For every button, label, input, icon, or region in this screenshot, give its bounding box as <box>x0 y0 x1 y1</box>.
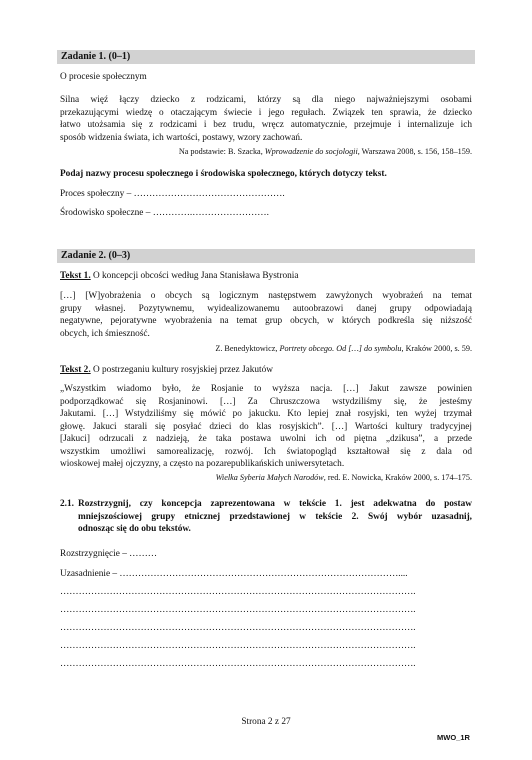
text2-heading: Tekst 2. O postrzeganiu kultury rosyjskiej przez Jakutów <box>60 365 273 375</box>
task1-title: O procesie społecznym <box>60 72 147 82</box>
text1-line-1: […] [W]yobrażenia o obcych są logicznym następstwem zawyżonych wyobrażeń na temat <box>60 291 472 301</box>
answer-line-2: ……………………………………………………………………………………………………. <box>60 605 416 615</box>
q21-justification: Uzasadnienie – ……………………………………………………………………………….... <box>60 569 408 579</box>
q21-line-2: mniejszościowej grupy etnicznej przedstawionej w tekście 2. Swój wybór uzasadnij, <box>78 511 472 522</box>
text1-line-3: negatywne, pejoratywne wyobrażenia na temat grup obcych, w których podkreśla się niższość <box>60 316 472 326</box>
task1-para-line-3: łatwo utożsamia się z rodzicami i bez trudu, wręcz automatycznie, przejmuje i internalizuje ich <box>60 120 472 130</box>
task1-para-line-1: Silna więź łączy dziecko z rodzicami, którzy są dla niego najważniejszymi osobami <box>60 95 472 105</box>
text2-line-6: wszystkim umożliwi samorealizację, rozwój. Ich światopogląd kształtował się z dala od <box>60 446 472 457</box>
text1-heading: Tekst 1. O koncepcji obcości według Jana Stanisława Bystronia <box>60 271 299 281</box>
text2-line-2: podporządkować się Rosjaninowi. […] Za Chruszczowa wstydziliśmy się, że jesteśmy <box>60 396 472 407</box>
task1-question: Podaj nazwy procesu społecznego i środowiska społecznego, których dotyczy tekst. <box>60 169 387 179</box>
q21-line-1: Rozstrzygnij, czy koncepcja zaprezentowana w tekście 1. jest adekwatna do postaw <box>78 499 472 509</box>
page-number: Strona 2 z 27 <box>241 717 291 727</box>
text1-line-2: grupy własnej. Pozytywnemu, wyidealizowanemu autoobrazowi danej grupy odpowiadają <box>60 303 472 314</box>
task1-answer-process: Proces społeczny – …………………………………………. <box>60 189 285 199</box>
text2-line-5: [Jakuci] odrzucali z nadzieją, że taka postawa uwolni ich od piętna „dzikusa”, a przede <box>60 434 472 444</box>
answer-line-5: ……………………………………………………………………………………………………. <box>60 659 416 669</box>
q21-decision: Rozstrzygnięcie – ……… <box>60 549 158 559</box>
q21-line-3: odnosząc się do obu tekstów. <box>78 524 191 534</box>
text2-source: Wielka Syberia Małych Narodów, red. E. Nowicka, Kraków 2000, s. 174–175. <box>215 473 472 482</box>
q21-number: 2.1. <box>60 499 74 509</box>
answer-line-1: ……………………………………………………………………………………………………. <box>60 587 416 597</box>
task1-para-line-2: przekazującymi wiedzę o otaczającym świecie i jego regułach. Związek ten sprawia, że dziecko <box>60 107 472 118</box>
answer-line-3: ……………………………………………………………………………………………………. <box>60 623 416 633</box>
task1-source: Na podstawie: B. Szacka, Wprowadzenie do socjologii, Warszawa 2008, s. 156, 158–159. <box>178 147 472 156</box>
text1-line-4: obcych, ich śmieszność. <box>60 328 150 339</box>
text2-line-7: wioskowej małej ojczyzny, a często na pozarepublikańskich uniwersytetach. <box>60 459 345 469</box>
text2-line-3: Jakutami. […] Wstydziliśmy się mówić po jakucku. Kto lepiej znał rosyjski, ten wyżej trzymał <box>60 409 472 419</box>
task1-header: Zadanie 1. (0–1) <box>57 50 475 64</box>
exam-code: MWO_1R <box>437 733 470 742</box>
text2-line-1: „Wszystkim wiadomo było, że Rosjanie to wyższa nacja. […] Jakut zawsze powinien <box>60 384 472 394</box>
task1-para-line-4: sposób widzenia świata, ich wartości, postawy, wzory zachowań. <box>60 132 303 143</box>
answer-line-4: ……………………………………………………………………………………………………. <box>60 641 416 651</box>
task2-header: Zadanie 2. (0–3) <box>57 249 475 263</box>
text1-source: Z. Benedyktowicz, Portrety obcego. Od […] do symbolu, Kraków 2000, s. 59. <box>215 344 472 353</box>
text2-line-4: głowę. Jakuci starali się posyłać dzieci do klas rosyjskich”. […] Wartości kultury tradycyjnej <box>60 421 472 432</box>
task1-answer-environment: Środowisko społeczne – ………….……………………. <box>60 208 269 218</box>
